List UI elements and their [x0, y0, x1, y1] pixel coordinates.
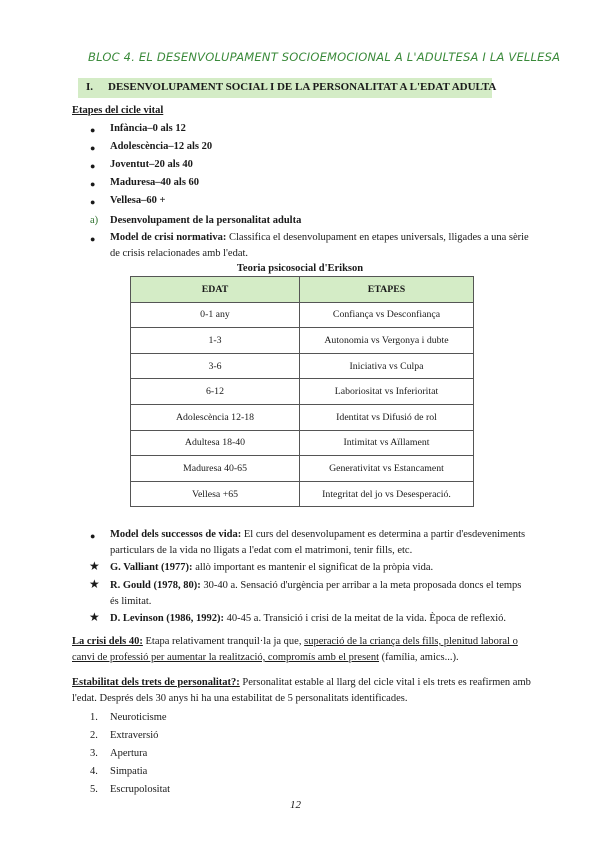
list-item: Maduresa–40 als 60 [110, 177, 200, 188]
erikson-table [130, 276, 474, 507]
section-number: I. [86, 81, 94, 93]
table-caption: Teoria psicosocial d'Erikson [236, 263, 364, 274]
model-successos-line2: particulars de la vida no lligats a l'edat com el matrimoni, tenir fills, etc. [110, 545, 413, 556]
model-crisi-text: Classifica el desenvolupament en etapes universals, lligades a una sèrie [228, 232, 529, 243]
bullet-icon: ● [90, 161, 96, 171]
cell-edat: 3-6 [131, 353, 300, 379]
cell-edat: Adolescència 12-18 [131, 404, 300, 430]
crisi40-line1 [72, 634, 518, 650]
header-edat: EDAT [131, 277, 300, 303]
header-etapes: ETAPES [300, 277, 474, 303]
list-item: Adolescència–12 als 20 [110, 141, 213, 152]
section-title: DESENVOLUPAMENT SOCIAL I DE LA PERSONALITAT A L'EDAT ADULTA [108, 81, 497, 93]
cell-etapa: Autonomia vs Vergonya i dubte [300, 328, 474, 354]
list-item: Extraversió [110, 730, 159, 741]
author-valliant [110, 560, 433, 576]
cell-edat: 0-1 any [131, 302, 300, 328]
cell-etapa: Laboriositat vs Inferioritat [300, 379, 474, 405]
page-number: 12 [290, 799, 301, 811]
star-icon: ★ [89, 559, 100, 573]
list-number: 3. [90, 748, 98, 759]
cell-edat: Maduresa 40-65 [131, 456, 300, 482]
star-icon: ★ [89, 610, 100, 624]
list-number: 4. [90, 766, 98, 777]
list-item: Joventut–20 als 40 [110, 159, 193, 170]
etapes-heading: Etapes del cicle vital [72, 105, 164, 116]
model-crisi-line1 [110, 230, 529, 246]
cell-edat: 1-3 [131, 328, 300, 354]
list-number: 2. [90, 730, 98, 741]
cell-edat: 6-12 [131, 379, 300, 405]
table-row [131, 328, 474, 354]
cell-edat: Vellesa +65 [131, 481, 300, 507]
cell-etapa: Confiança vs Desconfiança [300, 302, 474, 328]
author-label: D. Levinson (1986, 1992): [110, 613, 225, 624]
author-levinson [110, 611, 506, 627]
crisi40-underlined: superació de la criança dels fills, plenitud laboral o [304, 636, 518, 647]
cell-etapa: Iniciativa vs Culpa [300, 353, 474, 379]
table-header-row [131, 277, 474, 303]
crisi40-text-2: (família, amics...). [381, 652, 459, 663]
author-gould-line2: és limitat. [110, 596, 152, 607]
model-successos-label: Model dels successos de vida: [110, 529, 242, 540]
bullet-icon: ● [90, 125, 96, 135]
table-row [131, 379, 474, 405]
crisi40-label: La crisi dels 40: [72, 636, 143, 647]
author-label: R. Gould (1978, 80): [110, 580, 201, 591]
cell-etapa: Intimitat vs Aïllament [300, 430, 474, 456]
list-item: Neuroticisme [110, 712, 167, 723]
bullet-icon: ● [90, 143, 96, 153]
list-number: 1. [90, 712, 98, 723]
list-item: Simpatia [110, 766, 148, 777]
author-text: 40-45 a. Transició i crisi de la meitat de la vida. Època de reflexió. [226, 613, 507, 624]
list-item: Escrupolositat [110, 784, 171, 795]
estabilitat-text: Personalitat estable al llarg del cicle vital i els trets es reafirmen amb [242, 677, 531, 688]
author-text: 30-40 a. Sensació d'urgència per arribar a la meta proposada doncs el temps [203, 580, 522, 591]
block-title: BLOC 4. EL DESENVOLUPAMENT SOCIOEMOCIONAL A L'ADULTESA I LA VELLESA [88, 50, 561, 64]
author-gould [110, 578, 521, 594]
list-item: Vellesa–60 + [110, 195, 166, 206]
cell-etapa: Integritat del jo vs Desesperació. [300, 481, 474, 507]
bullet-icon: ● [90, 179, 96, 189]
subsection-title: Desenvolupament de la personalitat adulta [110, 215, 302, 226]
cell-etapa: Generativitat vs Estancament [300, 456, 474, 482]
model-successos-line1 [110, 527, 525, 543]
crisi40-underlined-2: canvi de professió per aumentar la realització, compromís amb el present [72, 652, 380, 663]
cell-etapa: Identitat vs Difusió de rol [300, 404, 474, 430]
model-crisi-label: Model de crisi normativa: [110, 232, 227, 243]
table-row [131, 456, 474, 482]
crisi40-line2 [72, 650, 459, 666]
bullet-icon: ● [90, 234, 96, 244]
table-row [131, 353, 474, 379]
bullet-icon: ● [90, 197, 96, 207]
section-heading [78, 78, 497, 98]
list-item: Apertura [110, 748, 148, 759]
table-row [131, 481, 474, 507]
table-row [131, 430, 474, 456]
model-crisi-line2: de crisis relacionades amb l'edat. [110, 248, 249, 259]
author-text: allò important es mantenir el significat de la pròpia vida. [195, 562, 434, 573]
list-item: Infància–0 als 12 [110, 123, 186, 134]
estabilitat-label: Estabilitat dels trets de personalitat?: [72, 677, 240, 688]
cell-edat: Adultesa 18-40 [131, 430, 300, 456]
star-icon: ★ [89, 577, 100, 591]
bullet-icon: ● [90, 531, 96, 541]
model-successos-text: El curs del desenvolupament es determina a partir d'esdeveniments [243, 529, 526, 540]
list-number: 5. [90, 784, 98, 795]
table-row [131, 302, 474, 328]
table-row [131, 404, 474, 430]
estabilitat-line1 [72, 675, 531, 691]
author-label: G. Valliant (1977): [110, 562, 193, 573]
crisi40-text: Etapa relativament tranquil·la ja que, [145, 636, 302, 647]
subsection-marker: a) [90, 215, 99, 226]
estabilitat-line2: l'edat. Després dels 30 anys hi ha una estabilitat de 5 personalitats identificades. [72, 693, 408, 704]
